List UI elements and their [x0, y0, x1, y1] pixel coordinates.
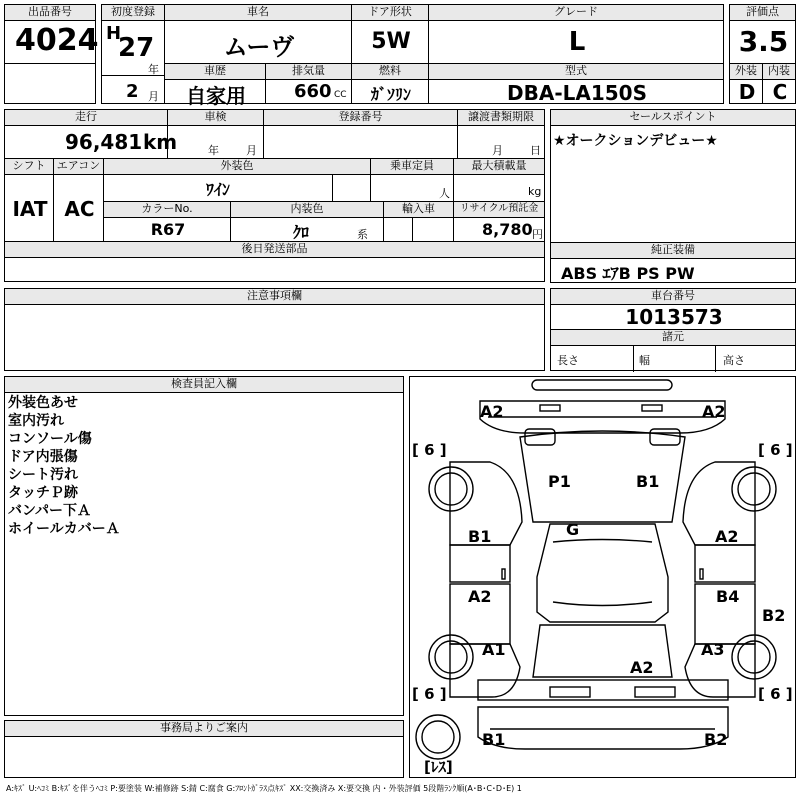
recycle-label: リサイクル預託金: [454, 202, 544, 218]
damage-label: A2: [630, 658, 654, 677]
fuel-cell: [351, 63, 429, 104]
cabin-roof: [537, 524, 668, 622]
dims-div1: [633, 345, 634, 372]
name-cell: [164, 4, 352, 64]
tire-tread-rear-right: [ 6 ]: [758, 685, 793, 703]
damage-label: B1: [636, 472, 660, 491]
equip-cell: [550, 242, 796, 283]
load-unit: kg: [528, 185, 542, 198]
ac-label: エアコン: [54, 159, 103, 175]
tire-tread-front-right: [ 6 ]: [758, 441, 793, 459]
chassis-cell: [550, 288, 796, 330]
dims-hgt: 高さ: [723, 354, 745, 367]
int-grade: C: [772, 80, 788, 104]
reg-month: 2: [126, 81, 139, 102]
model-cell: [428, 63, 724, 104]
right-front-door: [695, 545, 755, 582]
recycle-unit: 円: [532, 228, 543, 241]
rear-window-line: [553, 602, 652, 606]
damage-label: B4: [716, 587, 740, 606]
transfer-cell: [457, 109, 545, 159]
grade-cell: [428, 4, 724, 64]
equip-label: 純正装備: [551, 243, 795, 259]
notes-label: 注意事項欄: [5, 289, 544, 305]
inspect-month-unit: 月: [246, 144, 257, 157]
lot-blank: [4, 63, 96, 104]
reg-era: H: [106, 23, 122, 44]
car-diagram: [409, 376, 796, 778]
tire-rear-left-inner: [435, 641, 467, 673]
name-label: 車名: [165, 5, 351, 21]
damage-label: B2: [704, 730, 728, 749]
equip-text: ABS ｴｱB PS PW: [561, 264, 695, 283]
transfer-label: 譲渡書類期限: [458, 110, 544, 126]
color: ﾜｲﾝ: [205, 180, 230, 199]
import-cell: [383, 201, 454, 242]
front-bumper-strip: [532, 380, 672, 390]
dims-wid: 幅: [639, 354, 650, 367]
mileage-unit: km: [143, 130, 178, 154]
headlight-right: [650, 429, 680, 445]
reg-cell: [101, 4, 165, 104]
reg-year: 27: [118, 33, 155, 63]
damage-label: A2: [702, 402, 726, 421]
ac: AC: [64, 197, 95, 221]
fuel: ｶﾞｿﾘﾝ: [370, 85, 411, 104]
disp-label: 排気量: [266, 64, 351, 80]
shift-cell: [4, 158, 54, 242]
sales-cell: [550, 109, 796, 243]
colorno-label: カラーNo.: [104, 202, 230, 218]
damage-label: A2: [468, 587, 492, 606]
legend: A:ｷｽﾞ U:ﾍｺﾐ B:ｷｽﾞを伴うﾍｺﾐ P:要塗装 W:補修跡 S:錆 C:腐食 G:ﾌﾛﾝﾄｶﾞﾗｽ点ｷｽﾞ XX:交換済み X:要交換 内・外装評価 5段階ﾗﾝｸ順(A･B･C･D･E) 1: [6, 784, 522, 793]
displacement: 660: [294, 81, 332, 102]
inspect-year-unit: 年: [208, 144, 219, 157]
damage-label: P1: [548, 472, 571, 491]
load-label: 最大積載量: [454, 159, 544, 175]
intcolor-unit: 系: [357, 228, 368, 241]
damage-label: A1: [482, 640, 506, 659]
history-cell: [164, 63, 266, 108]
damage-label: A2: [715, 527, 739, 546]
damage-label: G: [566, 520, 580, 539]
inspect-label: 車検: [168, 110, 263, 126]
history-label: 車歴: [165, 64, 265, 80]
windshield-line: [553, 540, 652, 543]
front-mark-2: [642, 405, 662, 411]
sales-text: ★オークションデビュー★: [553, 133, 718, 149]
color-cell: [103, 158, 371, 202]
tire-front-right-inner: [738, 473, 770, 505]
office-cell: [4, 720, 404, 778]
recycle: 8,780: [482, 220, 533, 239]
reg-label: 初度登録: [102, 5, 164, 21]
int-label: 内装: [763, 64, 795, 80]
lot-cell: [4, 4, 99, 64]
grade: L: [568, 27, 586, 57]
headlight-left: [525, 429, 555, 445]
inspector-note: コンソール傷: [8, 431, 92, 447]
regno-label: 登録番号: [264, 110, 457, 126]
score-label: 評価点: [730, 5, 795, 21]
damage-label: B1: [482, 730, 506, 749]
chassis-number: 1013573: [625, 305, 723, 329]
capacity-unit: 人: [439, 187, 450, 200]
left-front-door: [450, 545, 510, 582]
intcolor: ｸﾛ: [292, 223, 309, 242]
door-cell: [351, 4, 429, 64]
dims-cell: [550, 329, 796, 371]
inspector-lines: [8, 394, 120, 538]
grade-label: グレード: [429, 5, 723, 21]
ext-cell: [729, 63, 763, 104]
damage-label: A2: [480, 402, 504, 421]
damage-label: B1: [468, 527, 492, 546]
rear-mark-2: [635, 687, 675, 697]
inspect-cell: [167, 109, 264, 159]
ac-cell: [53, 158, 104, 242]
lot-label: 出品番号: [5, 5, 95, 21]
import-divider: [412, 217, 413, 243]
door-label: ドア形状: [352, 5, 428, 21]
front-mark-1: [540, 405, 560, 411]
dims-div2: [715, 345, 716, 372]
score: 3.5: [738, 25, 789, 58]
model-code: DBA-LA150S: [507, 81, 647, 105]
inspector-note: 外装色あせ: [8, 395, 78, 411]
shift: IAT: [12, 197, 48, 221]
later-label: 後日発送部品: [5, 242, 544, 258]
capacity-cell: [370, 158, 454, 202]
dims-len: 長さ: [557, 354, 579, 367]
inspector-cell: [4, 376, 404, 716]
mileage-label: 走行: [5, 110, 167, 126]
rear-mark-1: [550, 687, 590, 697]
car-diagram-svg: [410, 377, 795, 777]
transfer-day: 日: [530, 144, 541, 157]
regno-cell: [263, 109, 458, 159]
model-label: 型式: [429, 64, 723, 80]
color-divider: [332, 174, 333, 203]
int-cell: [762, 63, 796, 104]
reg-year-unit: 年: [148, 63, 159, 76]
lot-number: 4024: [15, 23, 99, 58]
inspector-label: 検査員記入欄: [5, 377, 403, 393]
damage-label: B2: [762, 606, 786, 625]
inspector-note: 室内汚れ: [8, 413, 64, 429]
notes-cell: [4, 288, 545, 371]
later-cell: [4, 241, 545, 282]
rear-bumper-lower: [478, 707, 728, 749]
tire-front-left-inner: [435, 473, 467, 505]
spare-tire-label: [ﾚｽ]: [424, 758, 453, 776]
office-label: 事務局よりご案内: [5, 721, 403, 737]
import-label: 輸入車: [384, 202, 453, 218]
door-type: 5W: [371, 29, 411, 54]
sales-label: セールスポイント: [551, 110, 795, 126]
header-block: [4, 4, 796, 108]
shift-label: シフト: [5, 159, 53, 175]
inspector-note: ホイールカバーＡ: [8, 521, 120, 537]
capacity-label: 乗車定員: [371, 159, 453, 175]
disp-cell: [265, 63, 352, 104]
reg-month-unit: 月: [148, 90, 159, 103]
mileage: 96,481: [65, 130, 143, 154]
mirror-left: [502, 569, 505, 579]
colorno: R67: [150, 220, 186, 239]
load-cell: [453, 158, 545, 202]
spare-tire-inner: [422, 721, 454, 753]
disp-unit: CC: [334, 90, 347, 100]
transfer-month: 月: [492, 144, 503, 157]
inspector-note: タッチＰ跡: [8, 485, 78, 501]
recycle-cell: [453, 201, 545, 242]
intcolor-cell: [230, 201, 384, 242]
reg-divider: [102, 75, 166, 76]
intcolor-label: 内装色: [231, 202, 383, 218]
damage-label: A3: [701, 640, 725, 659]
colorno-cell: [103, 201, 231, 242]
inspector-note: バンパー下Ａ: [8, 503, 92, 519]
dims-label: 諸元: [551, 330, 795, 346]
tire-tread-rear-left: [ 6 ]: [412, 685, 447, 703]
color-label: 外装色: [104, 159, 370, 175]
inspector-note: ドア内張傷: [8, 449, 78, 465]
history: 自家用: [186, 84, 246, 108]
chassis-label: 車台番号: [551, 289, 795, 305]
car-name: ムーヴ: [223, 33, 295, 61]
inspector-note: シート汚れ: [8, 467, 78, 483]
mirror-right: [700, 569, 703, 579]
score-cell: [729, 4, 796, 64]
ext-grade: D: [738, 80, 756, 104]
fuel-label: 燃料: [352, 64, 428, 80]
ext-label: 外装: [730, 64, 762, 80]
tire-tread-front-left: [ 6 ]: [412, 441, 447, 459]
mileage-cell: [4, 109, 178, 159]
tire-rear-right-inner: [738, 641, 770, 673]
